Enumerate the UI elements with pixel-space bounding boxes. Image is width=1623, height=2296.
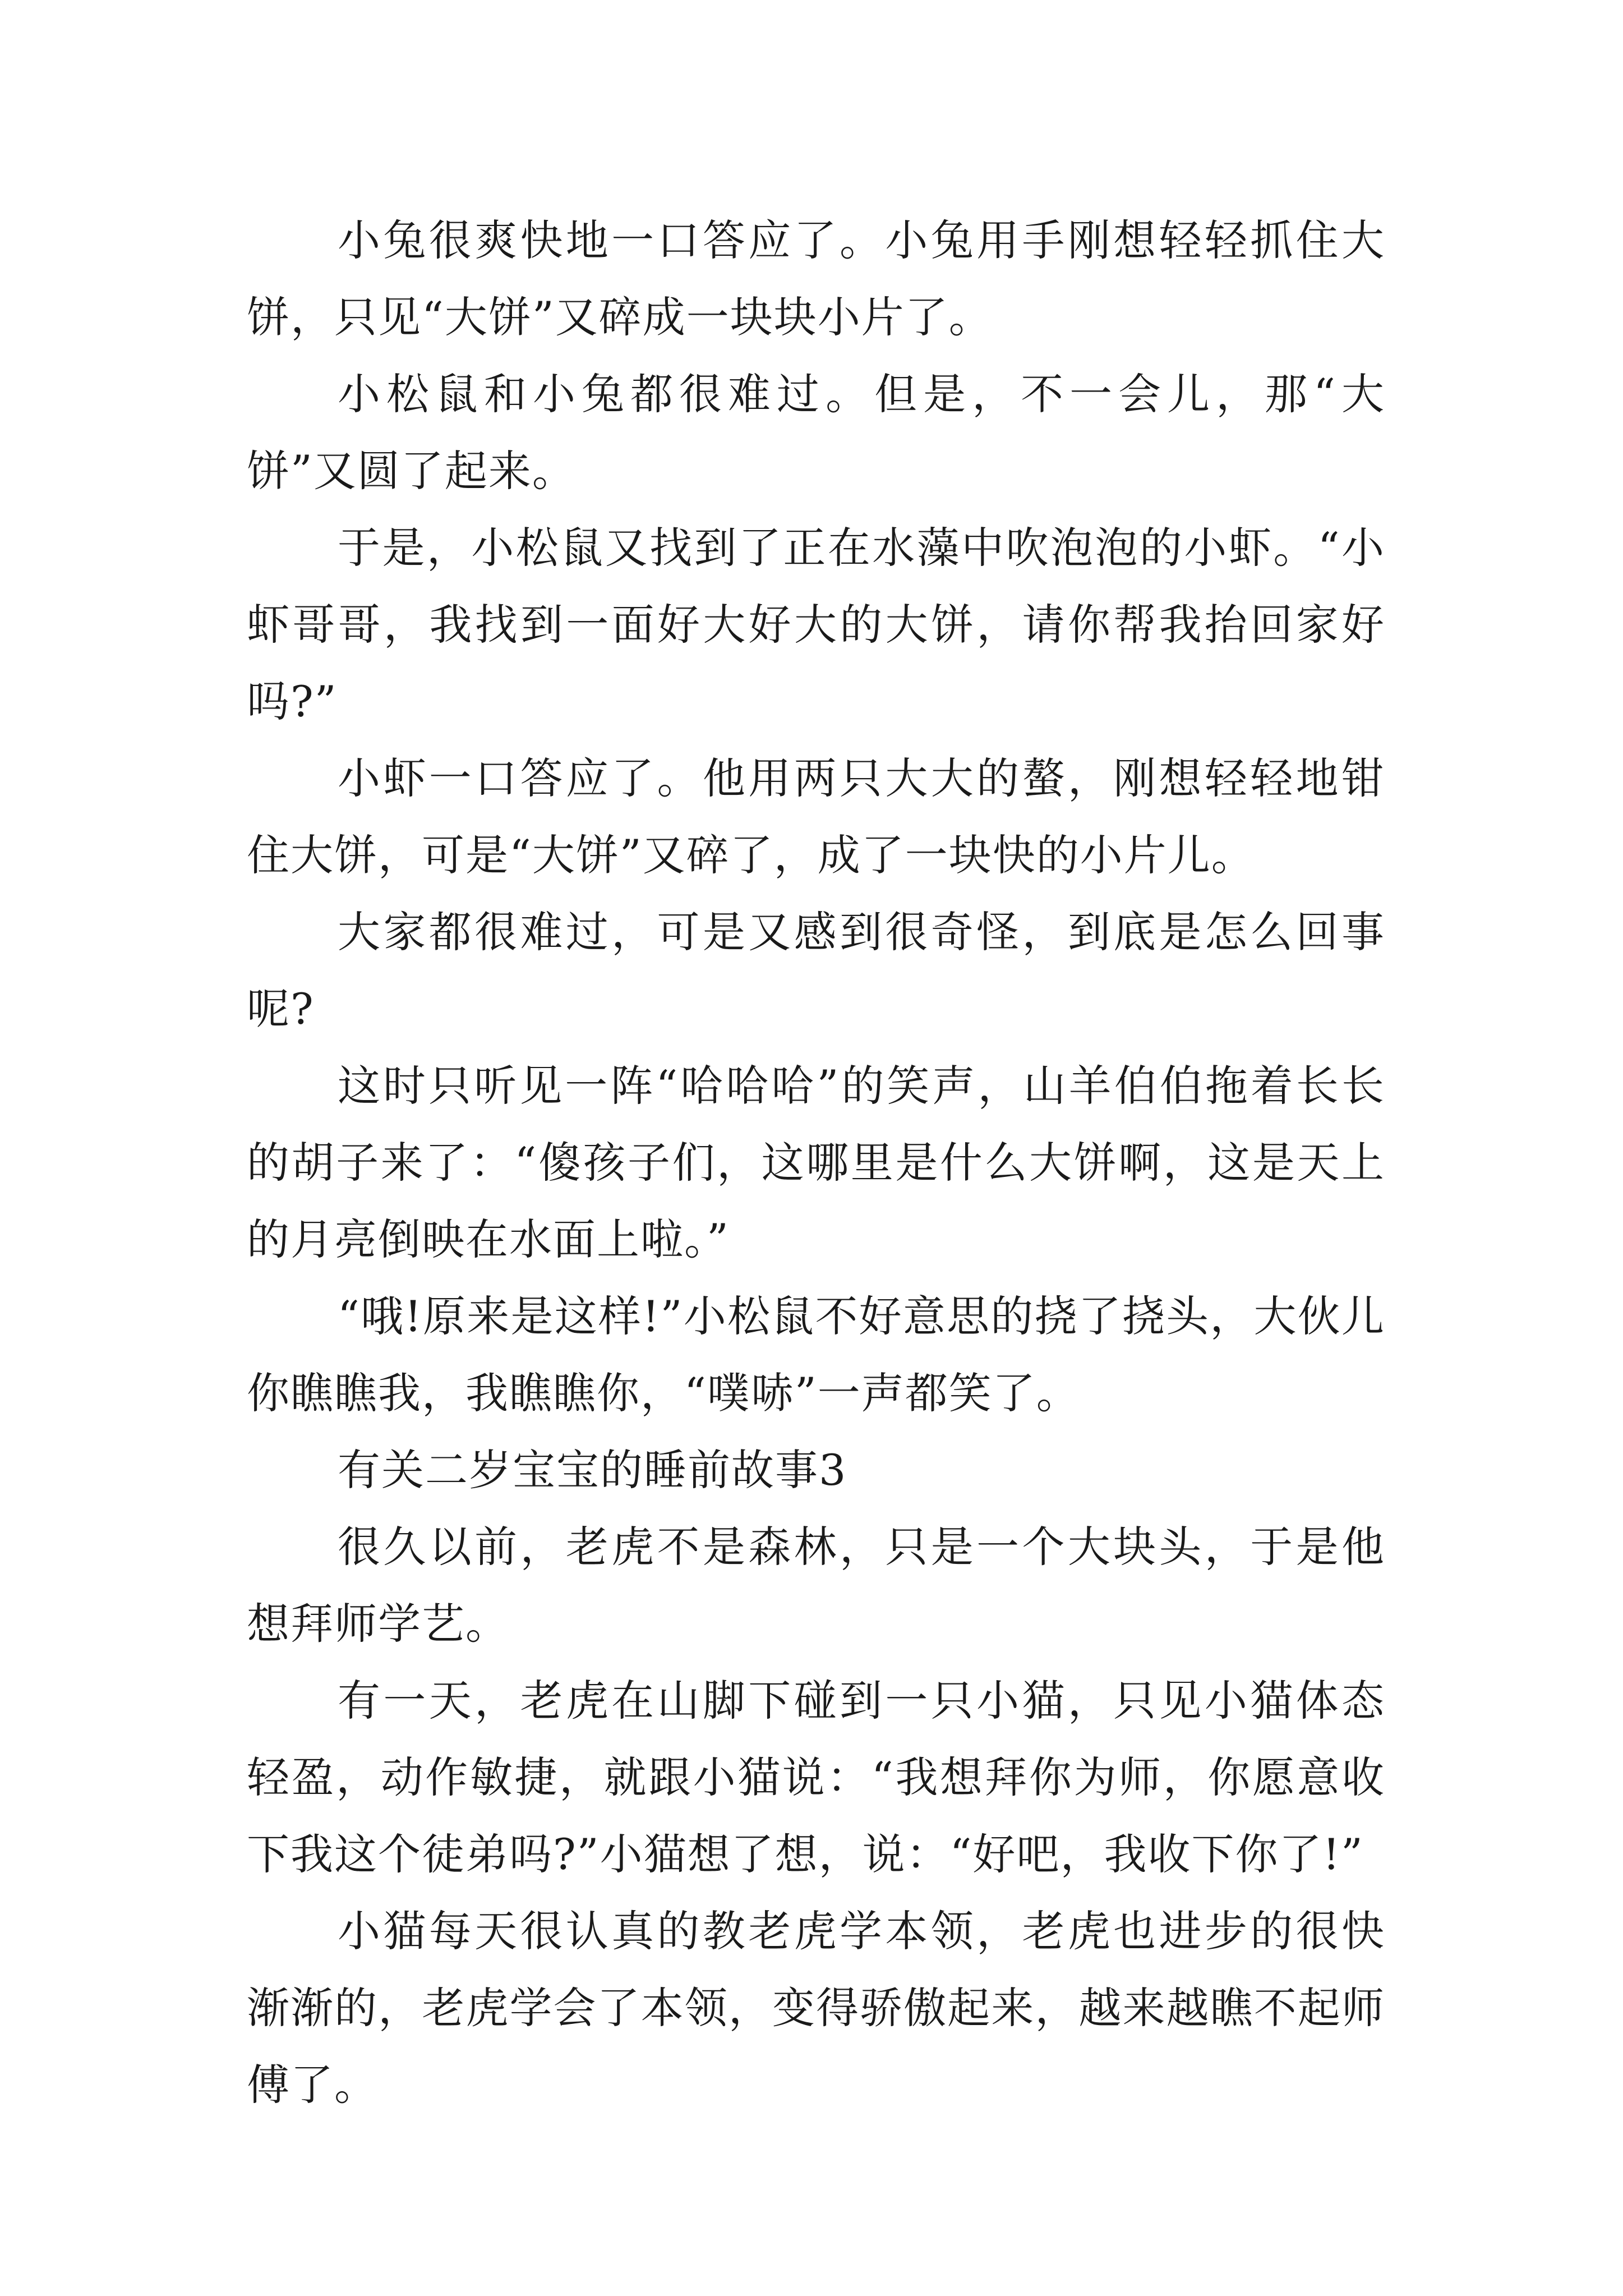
paragraph: 很久以前，老虎不是森林，只是一个大块头，于是他想拜师学艺。: [247, 1522, 1385, 1649]
document-body: [247, 202, 1385, 2123]
paragraph: 这时只听见一阵“哈哈哈”的笑声，山羊伯伯拖着长长的胡子来了：“傻孩子们，这哪里是什么大饼啊，这是天上的月亮倒映在水面上啦。”: [247, 1061, 1385, 1264]
paragraph: 于是，小松鼠又找到了正在水藻中吹泡泡的小虾。“小虾哥哥，我找到一面好大好大的大饼，请你帮我抬回家好吗?”: [247, 523, 1385, 726]
paragraph: 有一天，老虎在山脚下碰到一只小猫，只见小猫体态轻盈，动作敏捷，就跟小猫说：“我想拜你为师，你愿意收下我这个徒弟吗?”小猫想了想，说：“好吧，我收下你了!”: [247, 1676, 1385, 1879]
paragraph: 小猫每天很认真的教老虎学本领，老虎也进步的很快渐渐的，老虎学会了本领，变得骄傲起来，越来越瞧不起师傅了。: [247, 1906, 1385, 2110]
paragraph: “哦!原来是这样!”小松鼠不好意思的挠了挠头，大伙儿你瞧瞧我，我瞧瞧你，“噗哧”一声都笑了。: [247, 1291, 1385, 1418]
paragraph: 小虾一口答应了。他用两只大大的螯，刚想轻轻地钳住大饼，可是“大饼”又碎了，成了一块快的小片儿。: [247, 753, 1385, 880]
paragraph: 小兔很爽快地一口答应了。小兔用手刚想轻轻抓住大饼，只见“大饼”又碎成一块块小片了。: [247, 215, 1385, 342]
paragraph: 大家都很难过，可是又感到很奇怪，到底是怎么回事呢?: [247, 907, 1385, 1034]
paragraph: 小松鼠和小兔都很难过。但是，不一会儿，那“大饼”又圆了起来。: [247, 369, 1385, 496]
section-heading: 有关二岁宝宝的睡前故事3: [338, 1445, 847, 1495]
